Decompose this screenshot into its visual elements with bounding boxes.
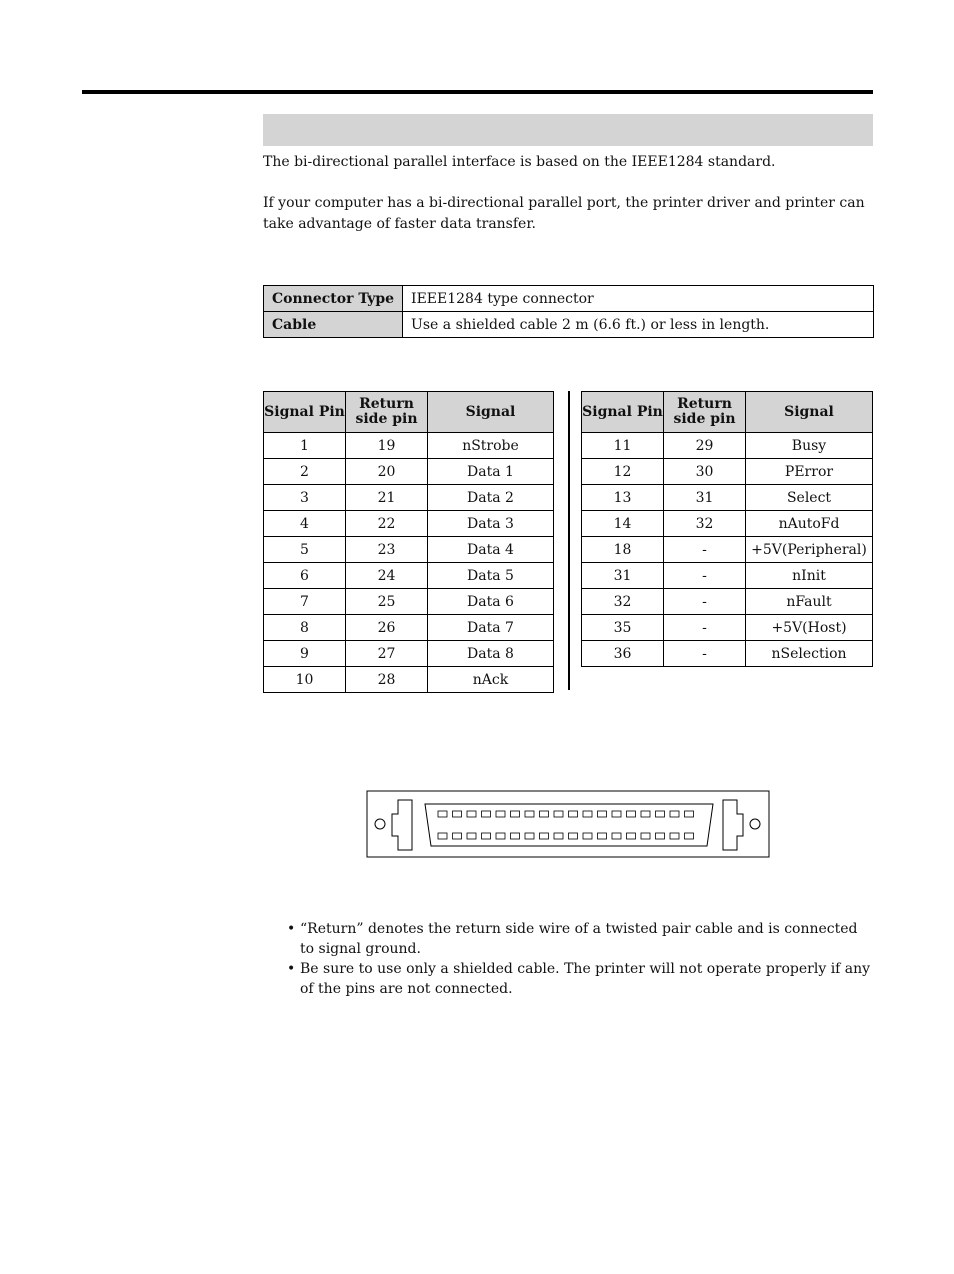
table-row <box>264 641 554 667</box>
header-return-line1: Return <box>677 396 732 412</box>
return-pin-cell: - <box>664 641 746 667</box>
table-header-row <box>582 392 873 433</box>
table-row <box>264 433 554 459</box>
return-pin-cell: 24 <box>346 563 428 589</box>
return-pin-cell: - <box>664 589 746 615</box>
notes-list <box>287 919 873 999</box>
header-signal-pin: Signal Pin <box>264 392 346 433</box>
return-pin-cell: - <box>664 615 746 641</box>
signal-cell: nAck <box>428 667 554 693</box>
signal-cell: Select <box>746 485 873 511</box>
header-signal: Signal <box>428 392 554 433</box>
pin-cell: 13 <box>582 485 664 511</box>
pin-cell: 12 <box>582 459 664 485</box>
pin-cell: 2 <box>264 459 346 485</box>
signal-cell: +5V(Host) <box>746 615 873 641</box>
cable-label: Cable <box>264 312 403 338</box>
return-pin-cell: - <box>664 563 746 589</box>
note-item <box>287 959 873 999</box>
ieee1284-connector-diagram <box>366 790 771 860</box>
signal-cell: nFault <box>746 589 873 615</box>
table-row <box>264 667 554 693</box>
connector-outline <box>367 791 769 857</box>
signal-cell: nSelection <box>746 641 873 667</box>
signal-cell: Data 7 <box>428 615 554 641</box>
return-pin-cell: 31 <box>664 485 746 511</box>
signal-cell: Data 2 <box>428 485 554 511</box>
connector-type-label: Connector Type <box>264 286 403 312</box>
header-signal-pin: Signal Pin <box>582 392 664 433</box>
pin-cell: 35 <box>582 615 664 641</box>
table-row <box>264 459 554 485</box>
pin-table-right <box>581 391 873 667</box>
signal-cell: Data 8 <box>428 641 554 667</box>
table-row <box>582 641 873 667</box>
pin-cell: 14 <box>582 511 664 537</box>
signal-cell: nInit <box>746 563 873 589</box>
table-row <box>264 511 554 537</box>
table-row <box>264 563 554 589</box>
table-row <box>582 485 873 511</box>
pin-cell: 9 <box>264 641 346 667</box>
table-row <box>582 563 873 589</box>
signal-cell: Busy <box>746 433 873 459</box>
return-pin-cell: 28 <box>346 667 428 693</box>
table-row <box>264 537 554 563</box>
intro-paragraph-1: The bi-directional parallel interface is based on the IEEE1284 standard. <box>263 154 776 170</box>
pin-cell: 1 <box>264 433 346 459</box>
pin-cell: 36 <box>582 641 664 667</box>
pin-cell: 11 <box>582 433 664 459</box>
header-return-line2: side pin <box>673 411 736 427</box>
return-pin-cell: 20 <box>346 459 428 485</box>
signal-cell: PError <box>746 459 873 485</box>
bullet: • <box>287 961 296 977</box>
table-row <box>264 589 554 615</box>
return-pin-cell: 23 <box>346 537 428 563</box>
note-text: Be sure to use only a shielded cable. The printer will not operate properly if any of the pins are not connected. <box>300 961 871 997</box>
pin-cell: 5 <box>264 537 346 563</box>
pin-cell: 31 <box>582 563 664 589</box>
pin-cell: 6 <box>264 563 346 589</box>
cable-value: Use a shielded cable 2 m (6.6 ft.) or less in length. <box>403 312 874 338</box>
header-return-side-pin <box>346 392 428 433</box>
signal-cell: Data 5 <box>428 563 554 589</box>
header-return-line1: Return <box>359 396 414 412</box>
table-row <box>582 537 873 563</box>
return-pin-cell: 27 <box>346 641 428 667</box>
signal-cell: +5V(Peripheral) <box>746 537 873 563</box>
signal-cell: Data 3 <box>428 511 554 537</box>
signal-cell: nAutoFd <box>746 511 873 537</box>
table-row <box>264 615 554 641</box>
table-row <box>264 286 874 312</box>
table-row <box>582 459 873 485</box>
note-item <box>287 919 873 959</box>
return-pin-cell: 22 <box>346 511 428 537</box>
table-row <box>582 615 873 641</box>
note-text: “Return” denotes the return side wire of a twisted pair cable and is connected to signal ground. <box>300 921 858 957</box>
pin-cell: 7 <box>264 589 346 615</box>
header-signal: Signal <box>746 392 873 433</box>
return-pin-cell: 19 <box>346 433 428 459</box>
signal-cell: Data 6 <box>428 589 554 615</box>
return-pin-cell: - <box>664 537 746 563</box>
pin-cell: 3 <box>264 485 346 511</box>
pin-cell: 4 <box>264 511 346 537</box>
return-pin-cell: 30 <box>664 459 746 485</box>
table-header-row <box>264 392 554 433</box>
table-row <box>582 589 873 615</box>
bullet: • <box>287 921 296 937</box>
pin-cell: 32 <box>582 589 664 615</box>
return-pin-cell: 32 <box>664 511 746 537</box>
header-rule <box>82 90 873 94</box>
pin-table-left <box>263 391 554 693</box>
pin-cell: 18 <box>582 537 664 563</box>
header-return-side-pin <box>664 392 746 433</box>
section-heading-bar <box>263 114 873 146</box>
table-row <box>264 485 554 511</box>
pin-cell: 8 <box>264 615 346 641</box>
pin-cell: 10 <box>264 667 346 693</box>
table-row <box>582 511 873 537</box>
connector-spec-table <box>263 285 874 338</box>
table-divider <box>568 391 570 690</box>
connector-type-value: IEEE1284 type connector <box>403 286 874 312</box>
signal-cell: Data 1 <box>428 459 554 485</box>
return-pin-cell: 26 <box>346 615 428 641</box>
return-pin-cell: 29 <box>664 433 746 459</box>
return-pin-cell: 21 <box>346 485 428 511</box>
signal-cell: Data 4 <box>428 537 554 563</box>
return-pin-cell: 25 <box>346 589 428 615</box>
header-return-line2: side pin <box>355 411 418 427</box>
table-row <box>264 312 874 338</box>
intro-paragraph-2: If your computer has a bi-directional parallel port, the printer driver and printer can take advantage of faster data transfer. <box>263 195 865 232</box>
signal-cell: nStrobe <box>428 433 554 459</box>
table-row <box>582 433 873 459</box>
